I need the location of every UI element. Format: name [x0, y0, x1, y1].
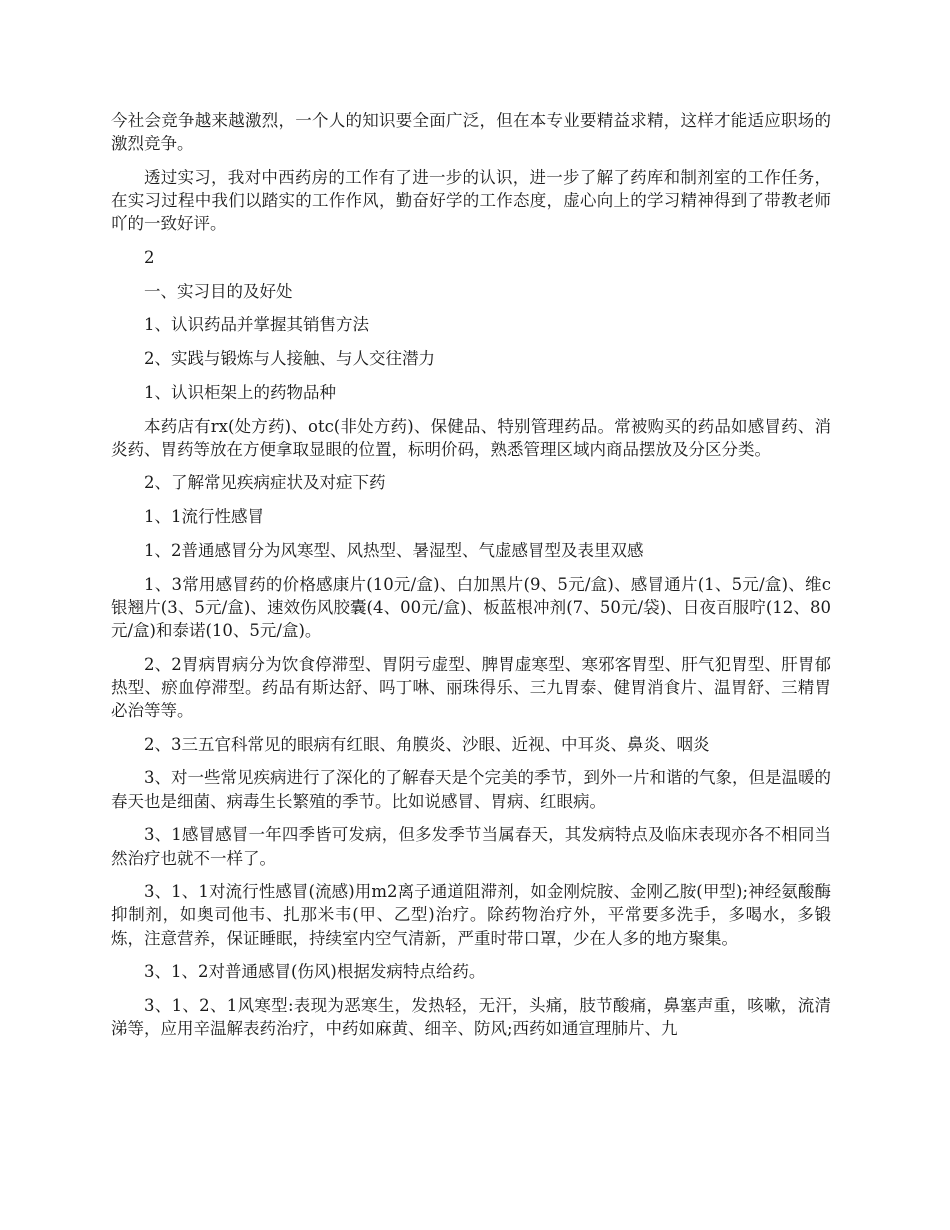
list-item-purpose-1: 1、认识药品并掌握其销售方法 — [144, 315, 369, 335]
item-cold-medicine-prices: 1、3常用感冒药的价格感康片(10元/盒)、白加黑片(9、5元/盒)、感冒通片(1、5元/盒)、维c银翘片(3、5元/盒)、速效伤风胶囊(4、00元/盒)、板蓝根冲剂(7、50元/袋)、日夜百服咛(12、80元/盒)和泰诺(10、5元/盒)。 — [111, 574, 831, 640]
item-flu-treatment: 3、1、1对流行性感冒(流感)用m2离子通道阻滞剂，如金刚烷胺、金刚乙胺(甲型);神经氨酸酶抑制剂，如奥司他韦、扎那米韦(甲、乙型)治疗。除药物治疗外，平常要多洗手，多喝水，多锻炼，注意营养，保证睡眠，持续室内空气清新，严重时带口罩，少在人多的地方聚集。 — [111, 882, 831, 948]
item-stomach-disease: 2、2胃病胃病分为饮食停滞型、胃阴亏虚型、脾胃虚寒型、寒邪客胃型、肝气犯胃型、肝胃郁热型、瘀血停滞型。药品有斯达舒、吗丁啉、丽珠得乐、三九胃泰、健胃消食片、温胃舒、三精胃必治等等。 — [111, 654, 831, 721]
section-heading-purpose: 一、实习目的及好处 — [144, 281, 293, 301]
item-eye-ent-diseases: 2、3三五官科常见的眼病有红眼、角膜炎、沙眼、近视、中耳炎、鼻炎、咽炎 — [144, 734, 710, 754]
document-body — [111, 109, 831, 1051]
paragraph-drug-categories: 本药店有rx(处方药)、otc(非处方药)、保健品、特别管理药品。常被购买的药品如感冒药、消炎药、胃药等放在方便拿取显眼的位置，标明价码，熟悉管理区域内商品摆放及分区分类。 — [111, 416, 831, 459]
item-influenza: 1、1流行性感冒 — [144, 507, 264, 527]
item-cold-overview: 3、1感冒感冒一年四季皆可发病，但多发季节当属春天，其发病特点及临床表现亦各不相同当然治疗也就不一样了。 — [111, 825, 831, 868]
item-common-cold-treatment: 3、1、2对普通感冒(伤风)根据发病特点给药。 — [144, 962, 486, 982]
item-common-cold-types: 1、2普通感冒分为风寒型、风热型、暑湿型、气虚感冒型及表里双感 — [144, 540, 644, 560]
list-item-purpose-2: 2、实践与锻炼与人接触、与人交往潜力 — [144, 349, 435, 369]
subheading-shelf-drugs: 1、认识柜架上的药物品种 — [144, 382, 336, 402]
paragraph-internship-summary: 透过实习，我对中西药房的工作有了进一步的认识，进一步了解了药库和制剂室的工作任务，在实习过程中我们以踏实的工作作风，勤奋好学的工作态度，虚心向上的学习精神得到了带教老师吖的一致好评。 — [111, 167, 831, 234]
section-number: 2 — [144, 248, 155, 268]
subheading-spring-diseases: 3、对一些常见疾病进行了深化的了解春天是个完美的季节，到外一片和谐的气象，但是温暖的春天也是细菌、病毒生长繁殖的季节。比如说感冒、胃病、红眼病。 — [111, 768, 831, 811]
item-wind-cold-type: 3、1、2、1风寒型:表现为恶寒生，发热轻，无汗，头痛，肢节酸痛，鼻塞声重，咳嗽，流清涕等，应用辛温解表药治疗，中药如麻黄、细辛、防风;西药如通宣理肺片、九 — [111, 996, 831, 1039]
subheading-common-diseases: 2、了解常见疾病症状及对症下药 — [144, 473, 386, 493]
paragraph-continuation: 今社会竞争越来越激烈，一个人的知识要全面广泛，但在本专业要精益求精，这样才能适应职场的激烈竞争。 — [111, 111, 831, 154]
